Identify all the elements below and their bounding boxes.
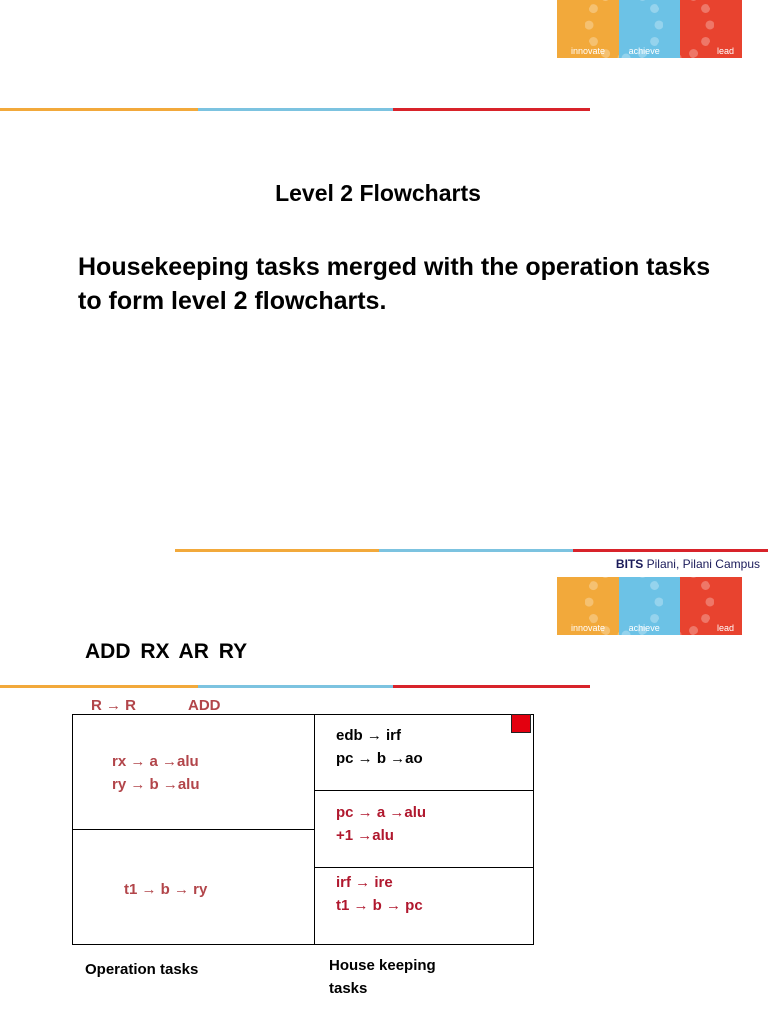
operation-cell bbox=[112, 750, 200, 796]
flowchart-header-add: ADD bbox=[188, 697, 221, 714]
campus-name: Pilani, Pilani Campus bbox=[646, 557, 760, 571]
logo-label-achieve: achieve bbox=[628, 46, 660, 56]
logo-segment-achieve bbox=[619, 577, 681, 635]
slide-title: ADD RX AR RY bbox=[85, 640, 248, 663]
housekeeping-step: pc → b →ao bbox=[336, 750, 423, 767]
header-rule bbox=[0, 685, 590, 688]
housekeeping-step: irf → ire bbox=[336, 874, 393, 891]
slide-body-text: Housekeeping tasks merged with the operation tasks to form level 2 flowcharts. bbox=[78, 253, 711, 315]
logo-segment-lead bbox=[680, 577, 742, 635]
housekeeping-cell bbox=[336, 871, 423, 917]
header-rule bbox=[0, 108, 590, 111]
logo-segment-innovate bbox=[557, 577, 619, 635]
housekeeping-cell bbox=[336, 724, 423, 770]
logo-label-lead: lead bbox=[717, 623, 735, 633]
campus-brand: BITS bbox=[615, 557, 644, 571]
marker-square bbox=[511, 714, 531, 733]
operation-step: t1 → b → ry bbox=[124, 881, 208, 898]
logo-label-achieve: achieve bbox=[628, 623, 660, 633]
row-divider bbox=[314, 790, 534, 791]
housekeeping-step: +1 →alu bbox=[336, 827, 394, 844]
logo-label-lead: lead bbox=[717, 46, 735, 56]
row-divider bbox=[72, 829, 315, 830]
bits-logo bbox=[557, 0, 742, 58]
logo-segment-lead bbox=[680, 0, 742, 58]
housekeeping-tasks-label bbox=[329, 954, 436, 1000]
footer-rule bbox=[175, 549, 768, 552]
housekeeping-label-line: tasks bbox=[329, 980, 368, 997]
operation-cell bbox=[124, 878, 207, 901]
logo-label-innovate: innovate bbox=[571, 623, 606, 633]
flowchart-header-rr: R → R bbox=[91, 697, 136, 714]
logo-label-innovate: innovate bbox=[571, 46, 606, 56]
housekeeping-step: pc → a →alu bbox=[336, 804, 427, 821]
logo-segment-achieve bbox=[619, 0, 681, 58]
gear-icon bbox=[680, 577, 714, 635]
housekeeping-label-line: House keeping bbox=[329, 957, 436, 974]
operation-step: ry → b →alu bbox=[112, 776, 200, 793]
row-divider bbox=[314, 867, 534, 868]
campus-footer bbox=[616, 557, 760, 571]
logo-segment-innovate bbox=[557, 0, 619, 58]
housekeeping-cell bbox=[336, 801, 426, 847]
housekeeping-step: edb → irf bbox=[336, 727, 402, 744]
operation-tasks-label: Operation tasks bbox=[85, 961, 199, 978]
operation-step: rx → a →alu bbox=[112, 753, 199, 770]
housekeeping-step: t1 → b → pc bbox=[336, 897, 423, 914]
bits-logo bbox=[557, 577, 742, 635]
slide-title: Level 2 Flowcharts bbox=[275, 180, 481, 206]
gear-icon bbox=[680, 0, 714, 58]
